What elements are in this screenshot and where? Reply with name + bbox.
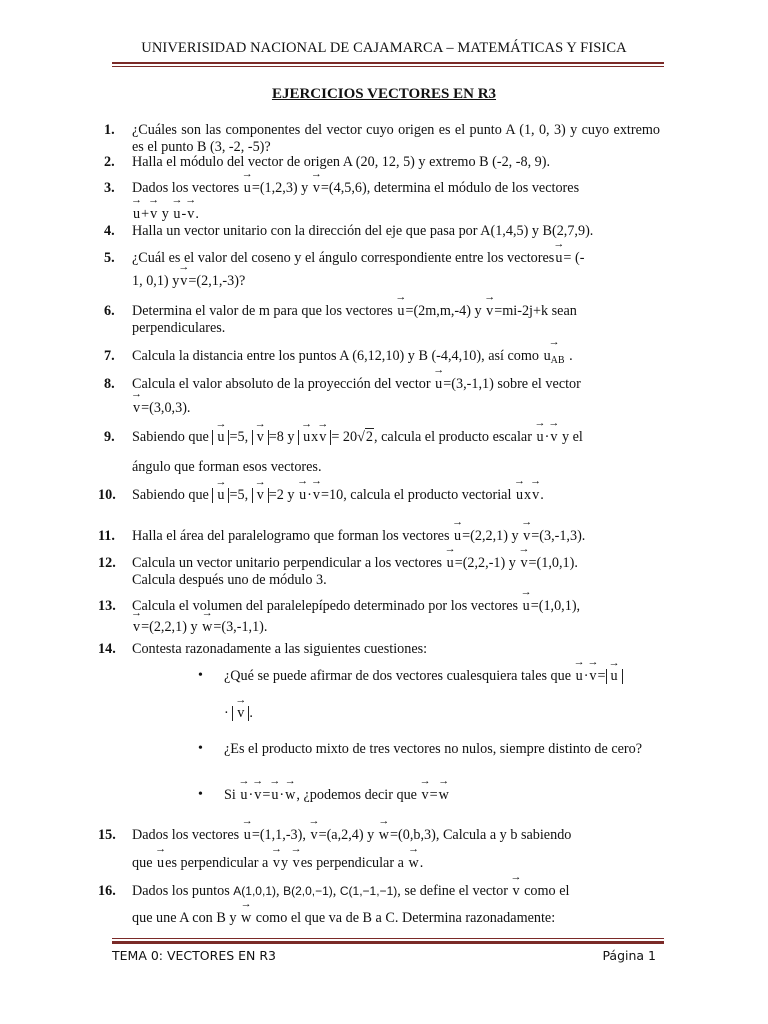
vector-v: → v [512, 883, 519, 900]
exercise-text: =10, calcula el producto vectorial [321, 487, 512, 503]
exercise-number: 6. [104, 303, 115, 319]
vector-u: → u [454, 528, 461, 545]
bullet-3 [224, 787, 660, 804]
exercise-text: =2 y [268, 487, 295, 503]
operator: · [224, 705, 229, 721]
exercise-text: como el [524, 883, 570, 899]
operator: · [279, 787, 285, 803]
norm-v: → v [252, 488, 269, 503]
bullet-marker: • [198, 668, 203, 683]
exercise-15 [98, 827, 660, 872]
exercise-text: = (- [563, 250, 585, 266]
vector-u: → u [133, 206, 140, 223]
exercise-number: 12. [98, 555, 116, 571]
exercise-text: Contesta razonadamente a las siguientes cuestiones: [132, 641, 428, 657]
operator: · [583, 668, 589, 684]
point-c: C(1,−1,−1) [339, 884, 398, 898]
vector-v: → v [310, 827, 317, 844]
radicand: 2 [365, 429, 373, 445]
operator: · [248, 787, 254, 803]
exercise-text: Calcula después uno de módulo 3. [132, 572, 327, 588]
exercise-text: . [195, 206, 199, 222]
vector-u-ab: → $u_{AB}$ [544, 348, 565, 369]
vector-v: → v [313, 487, 320, 504]
exercise-text: Sabiendo que [132, 429, 209, 445]
exercise-7 [104, 348, 660, 369]
exercise-text: Dados los vectores [132, 180, 240, 196]
operator: · [544, 429, 550, 445]
exercise-text: =(1,0,1), [530, 598, 581, 614]
vector-u: → u [555, 250, 562, 267]
exercise-text: = 20 [331, 429, 358, 445]
exercise-text: y el [561, 429, 583, 445]
exercise-16: 16. Dados los puntos A(1,0,1), B(2,0,−1), C(1,−1,−1), se define el vector → v como el que une A con B y → w como el que va de B a C. Determina razonadamente: [132, 883, 660, 927]
vector-u: → u [271, 787, 278, 804]
exercise-10 [98, 487, 660, 504]
exercise-11 [98, 528, 660, 545]
exercise-text: =(1,0,1). [528, 555, 578, 571]
operator: x [524, 487, 532, 503]
vector-v: → v [187, 206, 194, 223]
vector-u: → u [435, 376, 442, 393]
exercise-text: =(2,2,-1) y [454, 555, 516, 571]
exercise-text: =(2m,m,-4) y [405, 303, 482, 319]
norm-v: → v [232, 706, 249, 721]
exercise-text: 1, 0,1) y [132, 273, 180, 289]
operator: - [181, 206, 187, 222]
exercise-6 [104, 303, 660, 337]
operator: = [262, 787, 271, 803]
exercise-5 [104, 250, 660, 290]
exercise-text: =(3,-1,1) sobre el vector [443, 376, 581, 392]
exercise-text: Halla el módulo del vector de origen A (20, 12, 5) y extremo B (-2, -8, 9). [132, 154, 551, 170]
vector-w: → w [439, 787, 449, 804]
exercise-text: =(3,-1,1). [213, 619, 268, 635]
norm-u: → u [212, 488, 229, 503]
vector-v: → v [550, 429, 557, 446]
bullet-marker: • [198, 787, 203, 802]
norm-u: → u [606, 669, 623, 684]
exercise-number: 3. [104, 180, 115, 196]
vector-u: → u [576, 668, 583, 685]
point-b: B(2,0,−1) [283, 884, 333, 898]
exercise-text: ¿Cuál es el valor del coseno y el ángulo correspondiente entre los vectores [132, 250, 555, 266]
vector-u: → u [173, 206, 180, 223]
sqrt-symbol: √ [357, 429, 365, 445]
exercise-text: =(a,2,4) y [318, 827, 375, 843]
exercise-text: =(4,5,6), determina el módulo de los vectores [320, 180, 580, 196]
vector-u: → u [537, 429, 544, 446]
operator: + [141, 206, 150, 222]
vector-w: → w [241, 910, 251, 927]
exercise-text: Calcula el volumen del paralelepípedo determinado por los vectores [132, 598, 519, 614]
exercise-number: 10. [98, 487, 116, 503]
exercise-text: y [161, 206, 169, 222]
exercise-text: Sabiendo que [132, 487, 209, 503]
vector-w: → w [202, 619, 212, 636]
exercise-number: 14. [98, 641, 116, 657]
vector-v: → v [180, 273, 187, 290]
exercise-text: =(1,1,-3), [251, 827, 306, 843]
exercise-text: es perpendicular a [165, 855, 269, 871]
footer-topic: TEMA 0: VECTORES EN R3 [112, 948, 276, 963]
vector-v: → v [523, 528, 530, 545]
exercise-text: Calcula un vector unitario perpendicular a los vectores [132, 555, 443, 571]
norm-v: → v [252, 430, 269, 445]
vector-v: → v [532, 487, 539, 504]
exercise-text: . [540, 487, 544, 503]
operator: · [307, 487, 312, 503]
exercise-13 [98, 598, 660, 636]
exercise-2 [104, 154, 660, 171]
exercise-text: =(2,1,-3)? [188, 273, 246, 289]
exercise-number: 7. [104, 348, 115, 364]
bullet-2 [224, 741, 660, 758]
point-a: A(1,0,1) [233, 884, 276, 898]
exercise-text: =(3,-1,3). [531, 528, 586, 544]
vector-v: → v [520, 555, 527, 572]
exercise-number: 13. [98, 598, 116, 614]
vector-v: → v [273, 855, 280, 872]
exercise-text: ¿Cuáles son las componentes del vector cuyo origen es el punto A (1, 0, 3) y cuyo extremo es el punto B (3, -2, -5)? [132, 122, 660, 155]
vector-w: → w [408, 855, 418, 872]
subscript: AB [550, 355, 565, 366]
vector-v: → v [293, 855, 300, 872]
exercise-text: =(3,0,3). [141, 400, 191, 416]
vector-w: → w [379, 827, 389, 844]
exercise-number: 4. [104, 223, 115, 239]
exercise-text: que une A con B y [132, 910, 237, 926]
norm-cross: → ux→ v [298, 430, 331, 445]
exercise-number: 9. [104, 429, 115, 445]
exercise-number: 16. [98, 883, 116, 899]
vector-u: → u [523, 598, 530, 615]
exercise-text: que [132, 855, 153, 871]
page-header: UNIVERISIDAD NACIONAL DE CAJAMARCA – MATEMÁTICAS Y FISICA [141, 40, 627, 56]
vector-u: → u [157, 855, 164, 872]
page-number: Página 1 [602, 948, 656, 963]
vector-u: → u [240, 787, 247, 804]
exercise-text: Halla el área del paralelogramo que forman los vectores [132, 528, 450, 544]
exercise-3 [104, 180, 660, 223]
exercise-text: como el que va de B a C. Determina razonadamente: [255, 910, 556, 926]
exercise-12 [98, 555, 660, 589]
exercise-9 [104, 429, 660, 476]
exercise-text: Halla un vector unitario con la dirección del eje que pasa por A(1,4,5) y B(2,7,9). [132, 223, 594, 239]
exercise-text: , calcula el producto escalar [374, 429, 532, 445]
vector-v: → v [133, 619, 140, 636]
exercise-text: es perpendicular a [300, 855, 404, 871]
vector-v: → v [254, 787, 261, 804]
bullet-text: ¿Es el producto mixto de tres vectores no nulos, siempre distinto de cero? [224, 741, 643, 757]
exercise-text: Calcula el valor absoluto de la proyección del vector [132, 376, 431, 392]
exercise-text: =(0,b,3), Calcula a y b sabiendo [390, 827, 572, 843]
vector-v: → v [133, 400, 140, 417]
vector-v: → v [486, 303, 493, 320]
exercise-text: Determina el valor de m para que los vectores [132, 303, 393, 319]
exercise-text: Dados los puntos [132, 883, 230, 899]
document-title: EJERCICIOS VECTORES EN R3 [271, 86, 497, 102]
vector-u: → u [516, 487, 523, 504]
exercise-text: . [419, 855, 424, 871]
bullet-text: , ¿podemos decir que [296, 787, 417, 803]
header-rule [112, 62, 664, 67]
vector-u: → u [447, 555, 454, 572]
exercise-text: , se define el vector [397, 883, 508, 899]
vector-v: → v [422, 787, 429, 804]
vector-v: → v [589, 668, 596, 685]
exercise-text: =5, [229, 487, 249, 503]
bullet-1: ¿Qué se puede afirmar de dos vectores cualesquiera tales que → u·→ v=→ u · → v . [224, 668, 660, 722]
exercise-text: Dados los vectores [132, 827, 240, 843]
exercise-8 [104, 376, 660, 417]
exercise-text: =mi-2j+k sean [494, 303, 577, 319]
bullet-marker: • [198, 741, 203, 756]
exercise-number: 2. [104, 154, 115, 170]
operator: = [429, 787, 438, 803]
exercise-text: y [280, 855, 289, 871]
vector-u: → u [244, 180, 251, 197]
exercise-text: perpendiculares. [132, 320, 226, 336]
exercise-text: ángulo que forman esos vectores. [132, 459, 322, 475]
operator: = [597, 668, 606, 684]
exercise-4 [104, 223, 660, 240]
exercise-text: =(1,2,3) y [251, 180, 309, 196]
vector-u: → u [299, 487, 306, 504]
vector-v: → v [150, 206, 157, 223]
exercise-number: 1. [104, 122, 115, 138]
vector-v: → v [313, 180, 320, 197]
exercise-text: =(2,2,1) y [462, 528, 519, 544]
exercise-text: =5, [229, 429, 249, 445]
exercise-number: 5. [104, 250, 115, 266]
exercise-number: 11. [98, 528, 115, 544]
bullet-text: Si [224, 787, 236, 803]
exercise-text: =8 y [268, 429, 295, 445]
exercise-1 [104, 122, 660, 156]
norm-u: → u [212, 430, 229, 445]
exercise-text: . [569, 348, 573, 364]
exercise-text: Calcula la distancia entre los puntos A (6,12,10) y B (-4,4,10), así como [132, 348, 540, 364]
exercise-number: 15. [98, 827, 116, 843]
vector-w: → w [285, 787, 295, 804]
bullet-text: ¿Qué se puede afirmar de dos vectores cualesquiera tales que [224, 668, 572, 684]
footer-rule [112, 938, 664, 944]
exercise-text: =(2,2,1) y [141, 619, 198, 635]
vector-u: → u [397, 303, 404, 320]
exercise-number: 8. [104, 376, 115, 392]
vector-u: → u [244, 827, 251, 844]
